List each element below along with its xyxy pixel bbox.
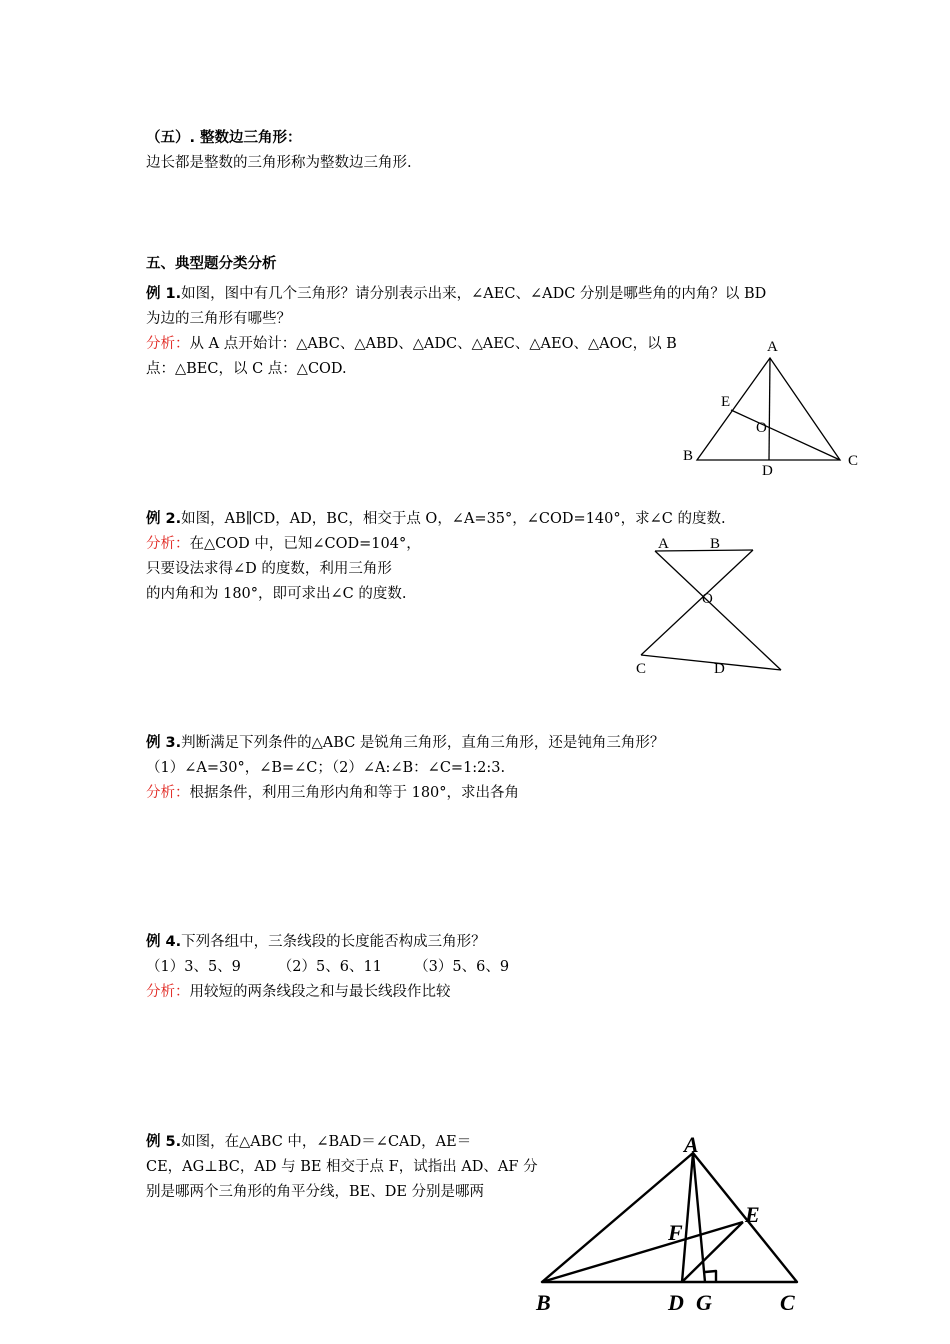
ex4-a1: 用较短的两条线段之和与最长线段作比较 [189, 984, 451, 1000]
ex3-analysis-label: 分析： [146, 785, 190, 801]
ex5-label-a: A [684, 1132, 699, 1157]
ex1-label-a: A [767, 339, 778, 355]
ex4-options: （1）3、5、9 （2）5、6、11 （3）5、6、9 [146, 959, 510, 975]
ex5-label: 例 5. [146, 1134, 182, 1150]
ex1-label-c: C [848, 453, 859, 469]
ex4-analysis-line1 [146, 982, 451, 1002]
ex1-label: 例 1. [146, 286, 182, 302]
ex3-a1: 根据条件，利用三角形内角和等于 180°，求出各角 [189, 785, 520, 801]
ex4-question-line1 [146, 932, 486, 952]
ex1-question-line1 [146, 284, 766, 304]
ex1-analysis-line1 [146, 334, 677, 354]
ex5-label-f: F [668, 1220, 683, 1245]
section-heading-integer-triangles: （五）. 整数边三角形： [146, 130, 302, 146]
ex3-analysis-line1 [146, 783, 519, 803]
ex2-a1: 在△COD 中，已知∠COD=104°， [189, 536, 421, 552]
ex2-label-a: A [658, 536, 669, 552]
ex2-label-b: B [710, 536, 721, 552]
ex2-label-o: O [702, 591, 713, 607]
ex3-question-line2: （1）∠A=30°，∠B=∠C；（2）∠A:∠B：∠C=1:2:3. [146, 760, 506, 776]
ex1-a1: 从 A 点开始计：△ABC、△ABD、△ADC、△AEC、△AEO、△AOC，以 B [189, 336, 677, 352]
ex5-label-g: G [696, 1290, 712, 1315]
ex5-question-line1 [146, 1132, 471, 1152]
ex3-q1: 判断满足下列条件的△ABC 是锐角三角形，直角三角形，还是钝角三角形？ [181, 735, 665, 751]
ex2-analysis-line1 [146, 534, 421, 554]
ex1-triangle-figure [670, 330, 870, 480]
ex1-analysis-label: 分析： [146, 336, 190, 352]
ex5-question-line2: CE，AG⊥BC，AD 与 BE 相交于点 F，试指出 AD、AF 分 [146, 1159, 538, 1175]
integer-triangle-definition: 边长都是整数的三角形称为整数边三角形. [146, 155, 412, 171]
ex2-q1: 如图，AB∥CD，AD，BC，相交于点 O，∠A=35°，∠COD=140°，求∠C 的度数. [181, 511, 726, 527]
ex4-label: 例 4. [146, 934, 182, 950]
ex5-q1: 如图，在△ABC 中，∠BAD＝∠CAD，AE＝ [181, 1134, 472, 1150]
ex3-question-line1 [146, 733, 664, 753]
ex5-label-b: B [536, 1290, 551, 1315]
ex5-question-line3: 别是哪两个三角形的角平分线，BE、DE 分别是哪两 [146, 1184, 485, 1200]
ex5-label-c: C [780, 1290, 795, 1315]
ex5-label-e: E [745, 1202, 760, 1227]
ex1-label-o: O [756, 420, 767, 436]
ex1-analysis-line2: 点：△BEC，以 C 点：△COD. [146, 361, 347, 377]
ex4-q1: 下列各组中，三条线段的长度能否构成三角形？ [181, 934, 486, 950]
ex2-label: 例 2. [146, 511, 182, 527]
ex1-q1: 如图，图中有几个三角形？请分别表示出来，∠AEC、∠ADC 分别是哪些角的内角？以 BD [181, 286, 767, 302]
ex2-label-c: C [636, 661, 647, 677]
ex2-analysis-label: 分析： [146, 536, 190, 552]
ex5-triangle-figure [530, 1130, 820, 1344]
ex2-analysis-line3: 的内角和为 180°，即可求出∠C 的度数. [146, 586, 407, 602]
ex1-label-e: E [721, 394, 731, 410]
ex2-analysis-line2: 只要设法求得∠D 的度数，利用三角形 [146, 561, 392, 577]
ex2-parallel-figure [625, 530, 795, 680]
ex2-question-line1 [146, 509, 726, 529]
ex1-label-d: D [762, 463, 773, 479]
ex2-label-d: D [714, 661, 725, 677]
ex4-analysis-label: 分析： [146, 984, 190, 1000]
ex5-label-d: D [668, 1290, 684, 1315]
ex3-label: 例 3. [146, 735, 182, 751]
ex1-question-line2: 为边的三角形有哪些？ [146, 311, 291, 327]
part-heading: 五、典型题分类分析 [146, 256, 277, 272]
ex1-label-b: B [683, 448, 694, 464]
